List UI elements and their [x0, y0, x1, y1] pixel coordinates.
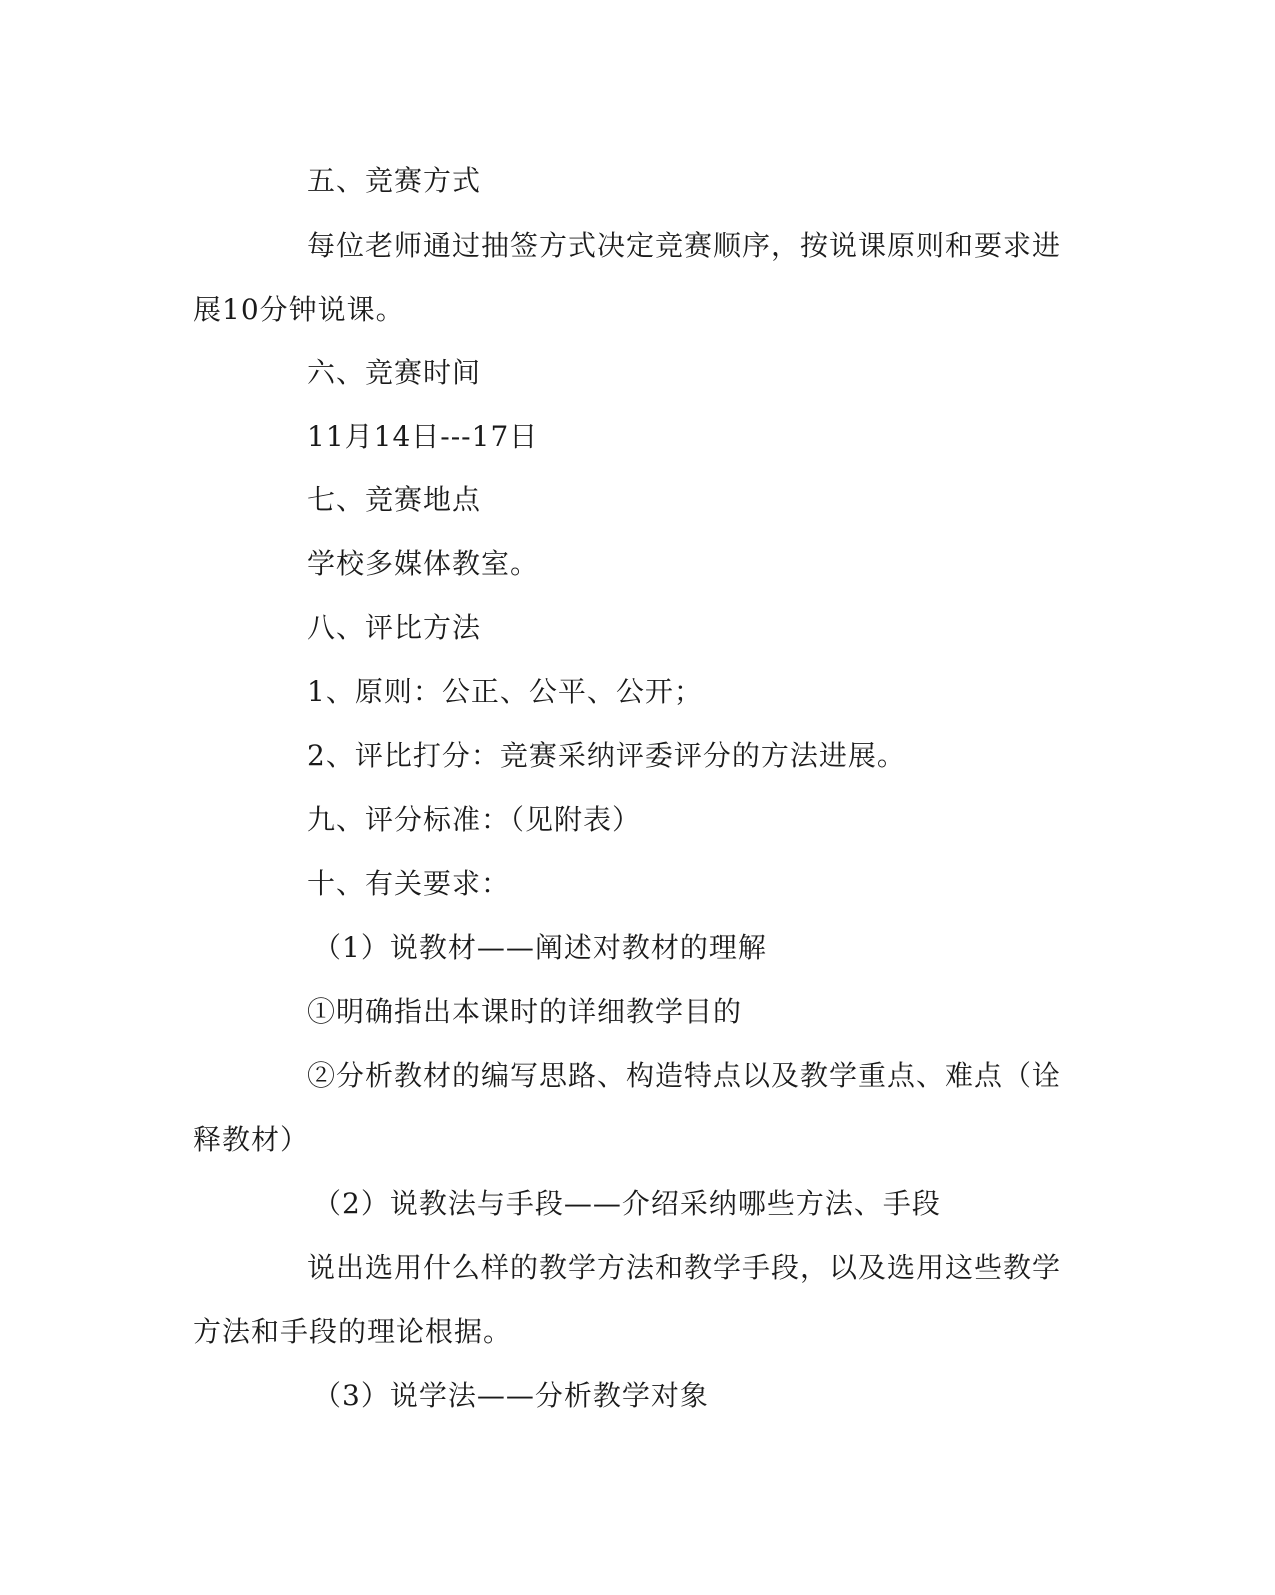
- list-item: 2、评比打分：竞赛采纳评委评分的方法进展。: [307, 739, 906, 772]
- list-item: ①明确指出本课时的详细教学目的: [307, 995, 743, 1028]
- paragraph-line: 方法和手段的理论根据。: [193, 1315, 513, 1348]
- section-heading-competition-method: 五、竞赛方式: [307, 164, 482, 197]
- paragraph-line: 11月14日---17日: [307, 420, 539, 453]
- paragraph-line: 每位老师通过抽签方式决定竞赛顺序，按说课原则和要求进: [307, 229, 1062, 262]
- paragraph-line: 说出选用什么样的教学方法和教学手段，以及选用这些教学: [307, 1251, 1062, 1284]
- paragraph-line: 展10分钟说课。: [193, 293, 405, 326]
- section-heading-scoring-standard: 九、评分标准：（见附表）: [307, 803, 642, 836]
- list-item: 1、原则：公正、公平、公开；: [307, 675, 703, 708]
- section-heading-competition-location: 七、竞赛地点: [307, 483, 482, 516]
- paragraph-line: 学校多媒体教室。: [307, 547, 540, 580]
- paragraph-line: 释教材）: [193, 1123, 310, 1156]
- subheading: （2）说教法与手段——介绍采纳哪些方法、手段: [313, 1187, 941, 1220]
- section-heading-competition-time: 六、竞赛时间: [307, 356, 482, 389]
- subheading: （1）说教材——阐述对教材的理解: [313, 931, 767, 964]
- subheading: （3）说学法——分析教学对象: [313, 1379, 709, 1412]
- list-item: ②分析教材的编写思路、构造特点以及教学重点、难点（诠: [307, 1059, 1062, 1092]
- section-heading-evaluation-method: 八、评比方法: [307, 611, 482, 644]
- section-heading-requirements: 十、有关要求：: [307, 867, 511, 900]
